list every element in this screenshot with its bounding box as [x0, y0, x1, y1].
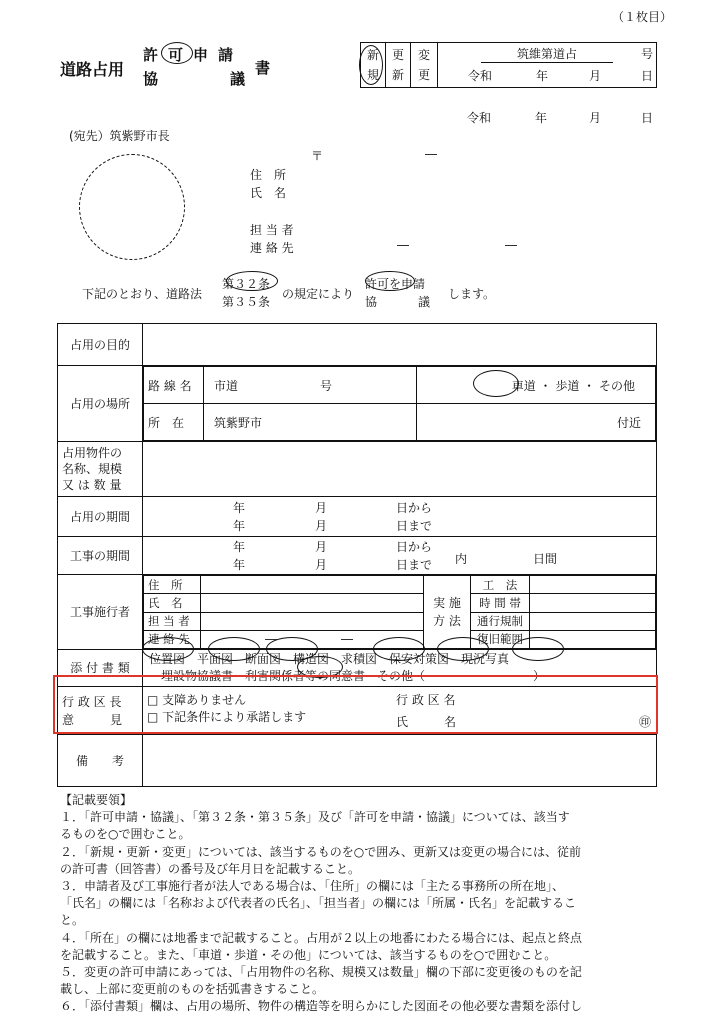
title-suffix: 書 — [255, 59, 271, 77]
instructions — [60, 792, 582, 1016]
title-bottom-row — [143, 68, 245, 89]
opinion-name-label: 氏 名 — [396, 715, 457, 729]
contractor-label: 工事施行者 — [58, 575, 143, 650]
purpose-label: 占用の目的 — [58, 324, 143, 366]
opinion-no-issue-checkbox[interactable]: □ 支障ありません — [147, 693, 247, 707]
status-box — [360, 42, 657, 88]
route-name-label: 路 線 名 — [144, 367, 204, 404]
instruction-line: の許可書（回答書）の番号及び年月日を記載すること。 — [60, 861, 361, 876]
admin-opinion-label: 行 政 区 長 意 見 — [58, 687, 143, 735]
instruction-line: と。 — [60, 913, 85, 928]
date-day: 日 — [641, 111, 654, 125]
remarks-field[interactable] — [143, 735, 657, 787]
date-month: 月 — [589, 111, 602, 125]
road-type-text: 車道 ・ 歩道 ・ その他 — [511, 378, 635, 393]
instruction-line: るものを○で囲むこと。 — [60, 827, 191, 842]
traffic-control-field[interactable] — [530, 612, 656, 630]
attachments-docs-line1: 位置図 平面図 断面図 構造図 求積図 保安対策図 現況写真 — [149, 652, 510, 666]
contractor-address-label: 住 所 — [144, 576, 201, 594]
location-field[interactable]: 筑紫野市 — [204, 404, 417, 441]
postal-mark: 〒 — [311, 149, 324, 163]
circle-mark — [226, 271, 278, 291]
contractor-person-label: 担 当 者 — [144, 612, 201, 630]
to-text: 日まで — [396, 558, 433, 572]
city-road-text: 市道 — [214, 378, 239, 393]
addressee: (宛先）筑紫野市長 — [69, 129, 170, 143]
attachments-docs-line2: 埋設物協議書 利害関係者等の同意書 その他（ ） — [161, 669, 546, 683]
year-text: 年 — [233, 540, 246, 554]
period-label: 占用の期間 — [58, 497, 143, 537]
object-field[interactable] — [143, 442, 657, 497]
day-label: 日 — [641, 69, 654, 83]
remarks-label: 備 考 — [58, 735, 143, 787]
postal-dash: ― — [425, 147, 437, 161]
status-change[interactable]: 変 更 — [411, 43, 438, 87]
location-label: 所 在 — [144, 404, 204, 441]
go-text: 号 — [320, 378, 333, 393]
time-slot-label: 時 間 帯 — [471, 594, 530, 612]
fukin-label: 付近 — [417, 404, 656, 441]
year-text: 年 — [233, 519, 246, 533]
title-char: 議 — [230, 70, 246, 88]
title-char: 申 — [193, 46, 209, 64]
year-text: 年 — [233, 558, 246, 572]
permit-number-field[interactable]: 筑維第道占 — [481, 45, 613, 63]
year-text: 年 — [233, 501, 246, 515]
applicant-name-label: 氏 名 — [250, 186, 287, 200]
applicant-contact-label: 連 絡 先 — [250, 241, 294, 255]
implementation-label: 実 施 方 法 — [424, 576, 471, 649]
circle-mark — [208, 637, 260, 661]
month-text: 月 — [315, 558, 328, 572]
restoration-label: 復旧範囲 — [471, 630, 530, 648]
construction-period-field[interactable] — [143, 537, 657, 575]
instructions-heading: 【記載要領】 — [60, 793, 133, 807]
option-consult-a: 協 — [365, 295, 378, 309]
contact-dash: ― — [397, 238, 409, 252]
period-field[interactable] — [143, 497, 657, 537]
contact-dash: ― — [265, 632, 277, 647]
applicant-person-label: 担 当 者 — [250, 223, 294, 237]
date-year: 年 — [535, 111, 548, 125]
district-name-label: 行 政 区 名 — [396, 693, 456, 707]
circle-mark — [373, 637, 425, 661]
from-text: 日から — [396, 540, 433, 554]
month-text: 月 — [315, 519, 328, 533]
admin-opinion-highlight — [53, 675, 658, 734]
place-label: 占用の場所 — [58, 366, 143, 442]
instruction-line: を記載すること。また、「車道・歩道・その他」については、該当するものを○で囲むこと。 — [60, 947, 557, 962]
method-label: 工 法 — [471, 576, 530, 594]
instruction-line: ３．申請者及び工事施行者が法人である場合は、「住所」の欄には「主たる事務所の所在地」、 — [60, 879, 565, 894]
date-reiwa: 令和 — [467, 111, 492, 125]
days-text: 日間 — [533, 552, 558, 566]
instruction-line: ４．「所在」の欄には地番まで記載すること。占用が２以上の地番にわたる場合には、起点と終点 — [60, 930, 583, 945]
circle-mark — [161, 42, 193, 64]
time-slot-field[interactable] — [530, 594, 656, 612]
contractor-address-field[interactable] — [201, 576, 424, 594]
title-char: 可 — [168, 46, 184, 64]
attachments-label: 添 付 書 類 — [58, 650, 143, 687]
contractor-contact-label: 連 絡 先 — [144, 630, 201, 648]
contractor-name-field[interactable] — [201, 594, 424, 612]
applicant-address-label: 住 所 — [250, 168, 287, 182]
statement-pre: 下記のとおり、道路法 — [82, 287, 203, 301]
title-char: 許 — [143, 46, 159, 64]
title-char: 協 — [143, 70, 159, 88]
month-label: 月 — [589, 69, 602, 83]
month-text: 月 — [315, 540, 328, 554]
to-text: 日まで — [396, 519, 433, 533]
from-text: 日から — [396, 501, 433, 515]
contractor-person-field[interactable] — [201, 612, 424, 630]
status-new[interactable]: 新 規 — [361, 43, 386, 87]
circle-mark — [512, 637, 564, 661]
option-consult-b: 議 — [418, 295, 431, 309]
construction-period-label: 工事の期間 — [58, 537, 143, 575]
go-label: 号 — [641, 47, 654, 61]
traffic-control-label: 通行規制 — [471, 612, 530, 630]
circle-mark — [359, 45, 383, 85]
year-label: 年 — [536, 69, 549, 83]
instruction-line: ５．変更の許可申請にあっては、「占用物件の名称、規模又は数量」欄の下部に変更後のものを記 — [60, 965, 582, 980]
contact-dash: ― — [341, 632, 353, 647]
article-35: 第３５条 — [222, 295, 271, 309]
seal-mark: ㊞ — [639, 715, 652, 729]
instruction-line: ６．「添付書類」欄は、占用の場所、物件の構造等を明らかにした図面その他必要な書類を添付し — [60, 999, 583, 1014]
within-text: 内 — [455, 552, 468, 566]
circle-mark — [437, 637, 489, 661]
article-32: 第３２条 — [222, 277, 271, 291]
title-prefix: 道路占用 — [60, 60, 125, 79]
instruction-line: １．「許可申請・協議」、「第３２条・第３５条」及び「許可を申請・協議」については、該当す — [60, 810, 570, 825]
month-text: 月 — [315, 501, 328, 515]
contractor-name-label: 氏 名 — [144, 594, 201, 612]
purpose-field[interactable] — [143, 324, 657, 366]
status-renew[interactable]: 更 新 — [386, 43, 411, 87]
page-number: （１枚目） — [612, 10, 673, 24]
method-field[interactable] — [530, 576, 656, 594]
object-label: 占用物件の 名称、規模 又 は 数 量 — [58, 442, 143, 497]
reception-stamp-area — [79, 154, 185, 260]
option-permit: 許可を申請 — [365, 277, 426, 291]
statement-post: します。 — [448, 287, 496, 301]
reiwa-label: 令和 — [468, 69, 493, 83]
instruction-line: 「氏名」の欄には「名称および代表者の氏名」、「担当者」の欄には「所属・氏名」を記載するこ — [60, 896, 577, 911]
circle-mark — [365, 271, 415, 291]
circle-mark — [142, 637, 194, 661]
instruction-line: ２．「新規・更新・変更」については、該当するものを○で囲み、更新又は変更の場合には、従前 — [60, 844, 581, 859]
circle-mark — [473, 370, 519, 397]
instruction-line: 載し、上部に変更前のものを括弧書きすること。 — [60, 982, 325, 997]
road-type-options[interactable] — [417, 367, 656, 404]
statement-mid: の規定により — [282, 287, 355, 301]
opinion-conditions-checkbox[interactable]: □ 下記条件により承諾します — [147, 710, 307, 724]
contact-dash: ― — [505, 238, 517, 252]
route-name-field[interactable] — [204, 367, 417, 404]
title-char: 請 — [218, 46, 234, 64]
